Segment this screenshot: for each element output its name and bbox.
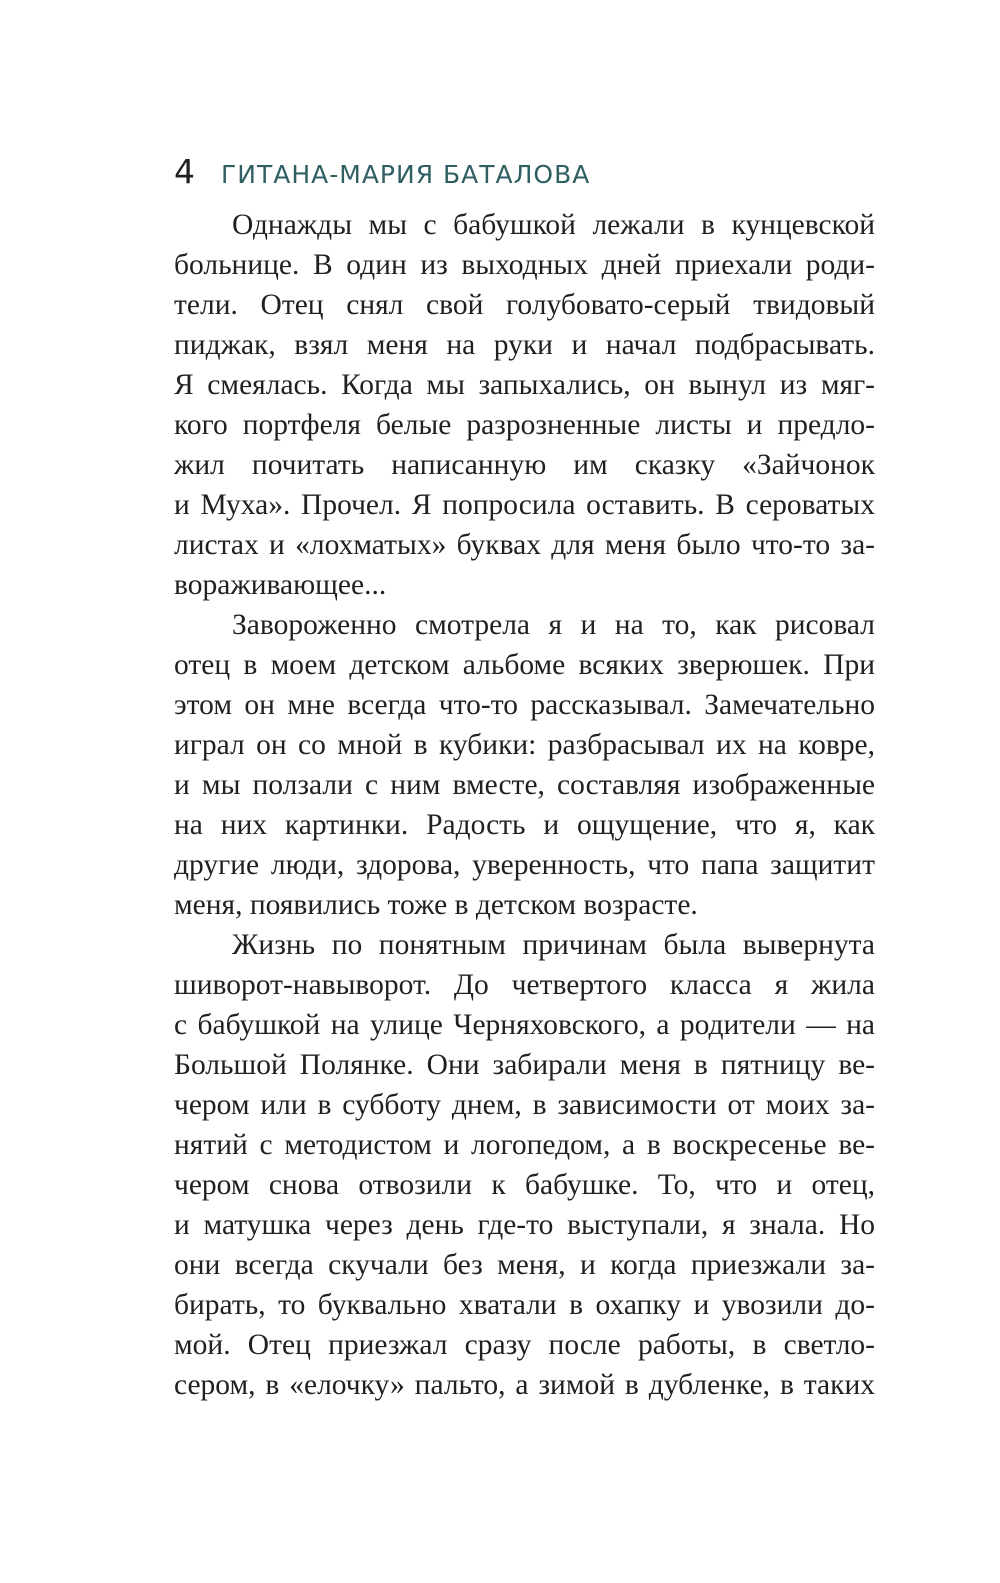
text-line: на них картинки. Радость и ощущение, что я, как bbox=[174, 809, 875, 841]
text-line: шиворот-навыворот. До четвертого класса я жила bbox=[174, 969, 875, 1001]
text-line: Однажды мы с бабушкой лежали в кунцевской bbox=[232, 209, 875, 241]
text-line: и мы ползали с ним вместе, составляя изображенные bbox=[174, 769, 875, 801]
text-line: вораживающее... bbox=[174, 569, 387, 601]
text-line: играл он со мной в кубики: разбрасывал их на ковре, bbox=[174, 729, 875, 761]
text-line: и Муха». Прочел. Я попросила оставить. В сероватых bbox=[174, 489, 875, 521]
text-line: тели. Отец снял свой голубовато-серый твидовый bbox=[174, 289, 875, 321]
text-line: они всегда скучали без меня, и когда приезжали за- bbox=[174, 1249, 875, 1281]
text-line: мой. Отец приезжал сразу после работы, в светло- bbox=[174, 1329, 875, 1361]
text-line: листах и «лохматых» буквах для меня было что-то за- bbox=[174, 529, 875, 561]
text-line: больнице. В один из выходных дней приехали роди- bbox=[174, 249, 875, 281]
text-line: Я смеялась. Когда мы запыхались, он вынул из мяг- bbox=[174, 369, 875, 401]
text-line: бирать, то буквально хватали в охапку и увозили до- bbox=[174, 1289, 875, 1321]
text-line: другие люди, здорова, уверенность, что папа защитит bbox=[174, 849, 875, 881]
running-title: ГИТАНА-МАРИЯ БАТАЛОВА bbox=[221, 160, 591, 189]
text-line: пиджак, взял меня на руки и начал подбрасывать. bbox=[174, 329, 875, 361]
body-text bbox=[174, 205, 875, 1405]
text-line: Большой Полянке. Они забирали меня в пятницу ве- bbox=[174, 1049, 875, 1081]
text-line: Завороженно смотрела я и на то, как рисовал bbox=[232, 609, 875, 641]
text-line: жил почитать написанную им сказку «Зайчонок bbox=[174, 449, 875, 481]
text-line: с бабушкой на улице Черняховского, а родители — на bbox=[174, 1009, 875, 1041]
text-line: чером снова отвозили к бабушке. То, что и отец, bbox=[174, 1169, 875, 1201]
page-number: 4 bbox=[174, 152, 195, 191]
text-line: и матушка через день где-то выступали, я знала. Но bbox=[174, 1209, 875, 1241]
text-line: меня, появились тоже в детском возрасте. bbox=[174, 889, 698, 921]
text-line: отец в моем детском альбоме всяких зверюшек. При bbox=[174, 649, 875, 681]
text-line: этом он мне всегда что-то рассказывал. Замечательно bbox=[174, 689, 875, 721]
text-line: сером, в «елочку» пальто, а зимой в дубленке, в таких bbox=[174, 1369, 875, 1401]
text-line: Жизнь по понятным причинам была вывернута bbox=[232, 929, 875, 961]
text-line: чером или в субботу днем, в зависимости от моих за- bbox=[174, 1089, 875, 1121]
running-head bbox=[174, 152, 590, 196]
text-line: кого портфеля белые разрозненные листы и предло- bbox=[174, 409, 875, 441]
text-line: нятий с методистом и логопедом, а в воскресенье ве- bbox=[174, 1129, 875, 1161]
